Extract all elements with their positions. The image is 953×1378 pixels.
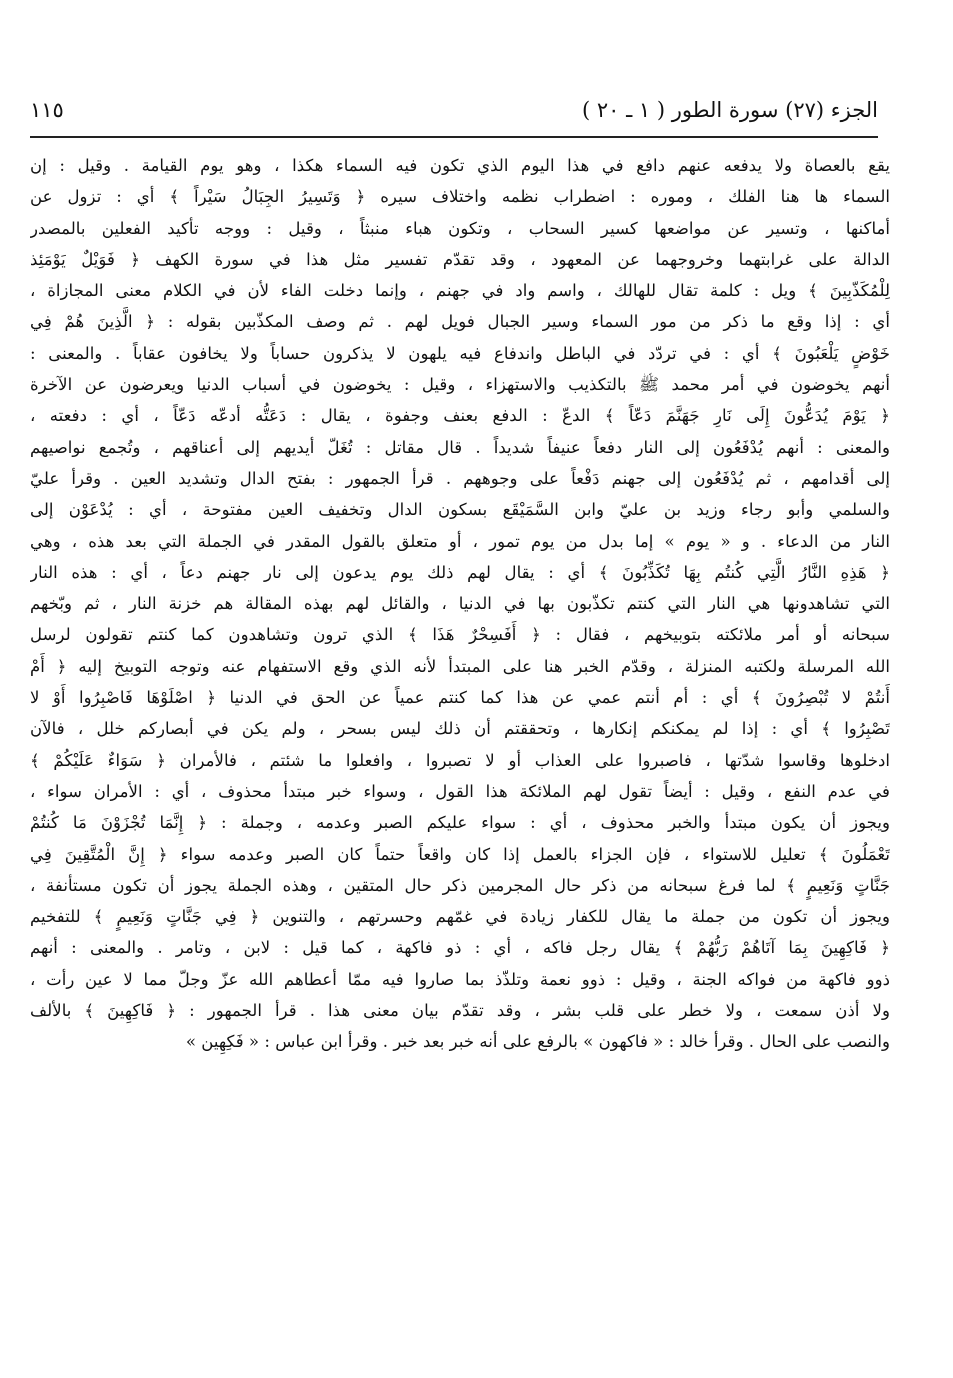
text-line: سبحانه أو أمر ملائكته بتوبيخهم ، فقال : ﴿ أَفَسِحْرٌ هَذَا ﴾ الذي ترون وتشاهدون كما كنتم تقولون لرسل xyxy=(30,625,890,645)
text-line: والنصب على الحال . وقرأ خالد : « فاكهون » بالرفع على أنه خبر بعد خبر . وقرأ ابن عباس : « فَكِهِين » xyxy=(185,1032,890,1052)
page-header xyxy=(30,96,878,138)
text-line: جَنَّاتٍ وَنَعِيمٍ ﴾ لما فرغ سبحانه من ذكر حال المجرمين ذكر حال المتقين ، وهذه الجملة يجوز أن تكون مستأنفة ، xyxy=(30,875,890,895)
text-line: الله المرسلة ولكتبه المنزلة ، وقدّم الخبر هنا على المبتدأ لأنه الذي وقع الاستفهام عنه وتوجه التوبيخ إليه ﴿ أَمْ xyxy=(30,656,890,676)
body-text xyxy=(30,150,890,1058)
text-line: في عدم النفع ، وقيل : أيضاً تقول لهم الملائكة هذا القول ، وسواء خبر مبتدأ محذوف ، أي : الأمران سواء ، xyxy=(30,781,890,801)
text-line: ﴿ فَاكِهِينَ بِمَا آتَاهُمْ رَبُّهُمْ ﴾ يقال رجل فاكه ، أي : ذو فاكهة ، كما قيل : لابن ، وتامر . والمعنى : أنهم xyxy=(30,938,890,958)
running-title: الجزء (٢٧) سورة الطور ( ١ ـ ٢٠ ) xyxy=(581,98,878,122)
text-line: تَصْبِرُوا ﴾ أي : إذا لم يمكنكم إنكارها ، وتحققتم أن ذلك ليس بسحر ، ولم يكن في أبصاركم خلل ، فالآن xyxy=(30,719,890,739)
text-line: خَوْضٍ يَلْعَبُونَ ﴾ أي : في تردّد في الباطل واندفاع فيه يلهون لا يذكرون حساباً ولا يخافون عقاباً . والمعنى : xyxy=(30,343,890,363)
text-line: أنهم يخوضون في أمر محمد ﷺ بالتكذيب والاستهزاء ، وقيل : يخوضون في أسباب الدنيا ويعرضون عن الآخرة xyxy=(30,375,890,395)
text-line: والمعنى : أنهم يُدْفَعُون إلى النار دفعاً عنيفاً شديداً . قال مقاتل : تُغَلّ أيديهم إلى أعناقهم ، وتُجمع نواصيهم xyxy=(30,437,890,457)
text-line: ولا أذن سمعت ، ولا خطر على قلب بشر ، وقد تقدّم بيان معنى هذا . قرأ الجمهور : ﴿ فَاكِهِينَ ﴾ بالألف xyxy=(30,1001,890,1021)
text-line: النار من الدعاء . و « يوم » إما بدل من يوم تمور ، أو متعلق بالقول المقدر في الجملة التي بعد هذه ، وهي xyxy=(30,531,890,551)
text-line: أَنتُمْ لا تُبْصِرُونَ ﴾ أي : أم أنتم عمي عن هذا كما كنتم عمياً عن الحق في الدنيا ﴿ اصْلَوْهَا فَاصْبِرُوا أَوْ لا xyxy=(30,688,890,708)
text-line: أي : إذا وقع ما ذكر من مور السماء وسير الجبال فويل لهم . ثم وصف المكذّبين بقوله : ﴿ الَّذِينَ هُمْ فِي xyxy=(30,312,890,332)
text-line: تَعْمَلُونَ ﴾ تعليل للاستواء ، فإن الجزاء بالعمل إذا كان واقعاً حتماً كان الصبر وعدمه سواء ﴿ إِنَّ الْمُتَّقِينَ فِي xyxy=(30,844,890,864)
text-line: السماء ها هنا الفلك ، وموره : اضطراب نظمه واختلاف سيره ﴿ وَتَسِيرُ الجِبَالُ سَيْراً ﴾ أي : تزول عن xyxy=(30,187,890,207)
text-line: التي تشاهدونها هي النار التي كنتم تكذّبون بها في الدنيا ، والقائل لهم بهذه المقالة هم خزنة النار ، ثم وبّخهم xyxy=(30,594,890,614)
text-line: والسلمي وأبو رجاء وزيد بن عليّ وابن السَّمَيْقَع بسكون الدال وتخفيف العين مفتوحة ، أي : يُدْعَوْن إلى xyxy=(30,500,890,520)
text-line: لِلْمُكَذّبِينَ ﴾ ويل : كلمة تقال للهالك ، واسم واد في جهنم ، وإنما دخلت الفاء لأن في الكلام معنى المجازاة ، xyxy=(30,281,890,301)
text-line: إلى أقدامهم ، ثم يُدْفَعُون إلى جهنم دَفْعاً على وجوههم . قرأ الجمهور : بفتح الدال وتشديد العين . وقرأ عليّ xyxy=(30,468,890,488)
text-line: ويجوز أن يكون مبتدأ والخبر محذوف ، أي : سواء عليكم الصبر وعدمه ، وجملة : ﴿ إِنَّمَا تُجْزَوْنَ مَا كُنتُمْ xyxy=(30,813,890,833)
text-line: الدالة على غرابتهما وخروجهما عن المعهود ، وقد تقدّم تفسير مثل هذا في سورة الكهف ﴿ فَوَيْلٌ يَوْمَئِذ xyxy=(30,249,890,269)
page-number: ١١٥ xyxy=(30,98,64,122)
text-line: ﴿ يَوْمَ يُدَعُّونَ إِلَى نَارِ جَهَنَّمَ دَعّاً ﴾ الدعّ : الدفع بعنف وجفوة ، يقال : دَعَتُّه أدعّه دَعّاً ، أي : دفعته ، xyxy=(30,406,890,426)
text-line: يقع بالعصاة ولا يدفعه عنهم دافع في هذا اليوم الذي تكون فيه السماء هكذا ، وهو يوم القيامة . وقيل : إن xyxy=(30,156,890,175)
text-line: ذوو فاكهة من فواكه الجنة ، وقيل : ذوو نعمة وتلذّذ بما صاروا فيه ممّا أعطاهم الله عزّ وجلّ مما لا عين رأت ، xyxy=(30,969,890,989)
text-line: ادخلوها وقاسوا شدّتها ، فاصبروا على العذاب أو لا تصبروا ، وافعلوا ما شئتم ، فالأمران ﴿ سَوَاءٌ عَلَيْكُمْ ﴾ xyxy=(30,750,890,770)
text-line: ويجوز أن تكون من جملة ما يقال للكفار زيادة في غمّهم وحسرتهم ، والتنوين ﴿ فِي جَنَّاتٍ وَنَعِيمٍ ﴾ للتفخيم xyxy=(30,907,890,927)
text-line: أماكنها ، وتسير عن مواضعها كسير السحاب ، وتكون هباء منبثاً ، وقيل : ووجه تأكيد الفعلين بالمصدر xyxy=(30,218,890,238)
text-line: ﴿ هَذِهِ النَّارُ الَّتِي كُنتُم بِهَا تُكَذِّبُونَ ﴾ أي : يقال لهم ذلك يوم يدعون إلى نار جهنم دعاً ، أي : هذه النار xyxy=(30,562,890,582)
